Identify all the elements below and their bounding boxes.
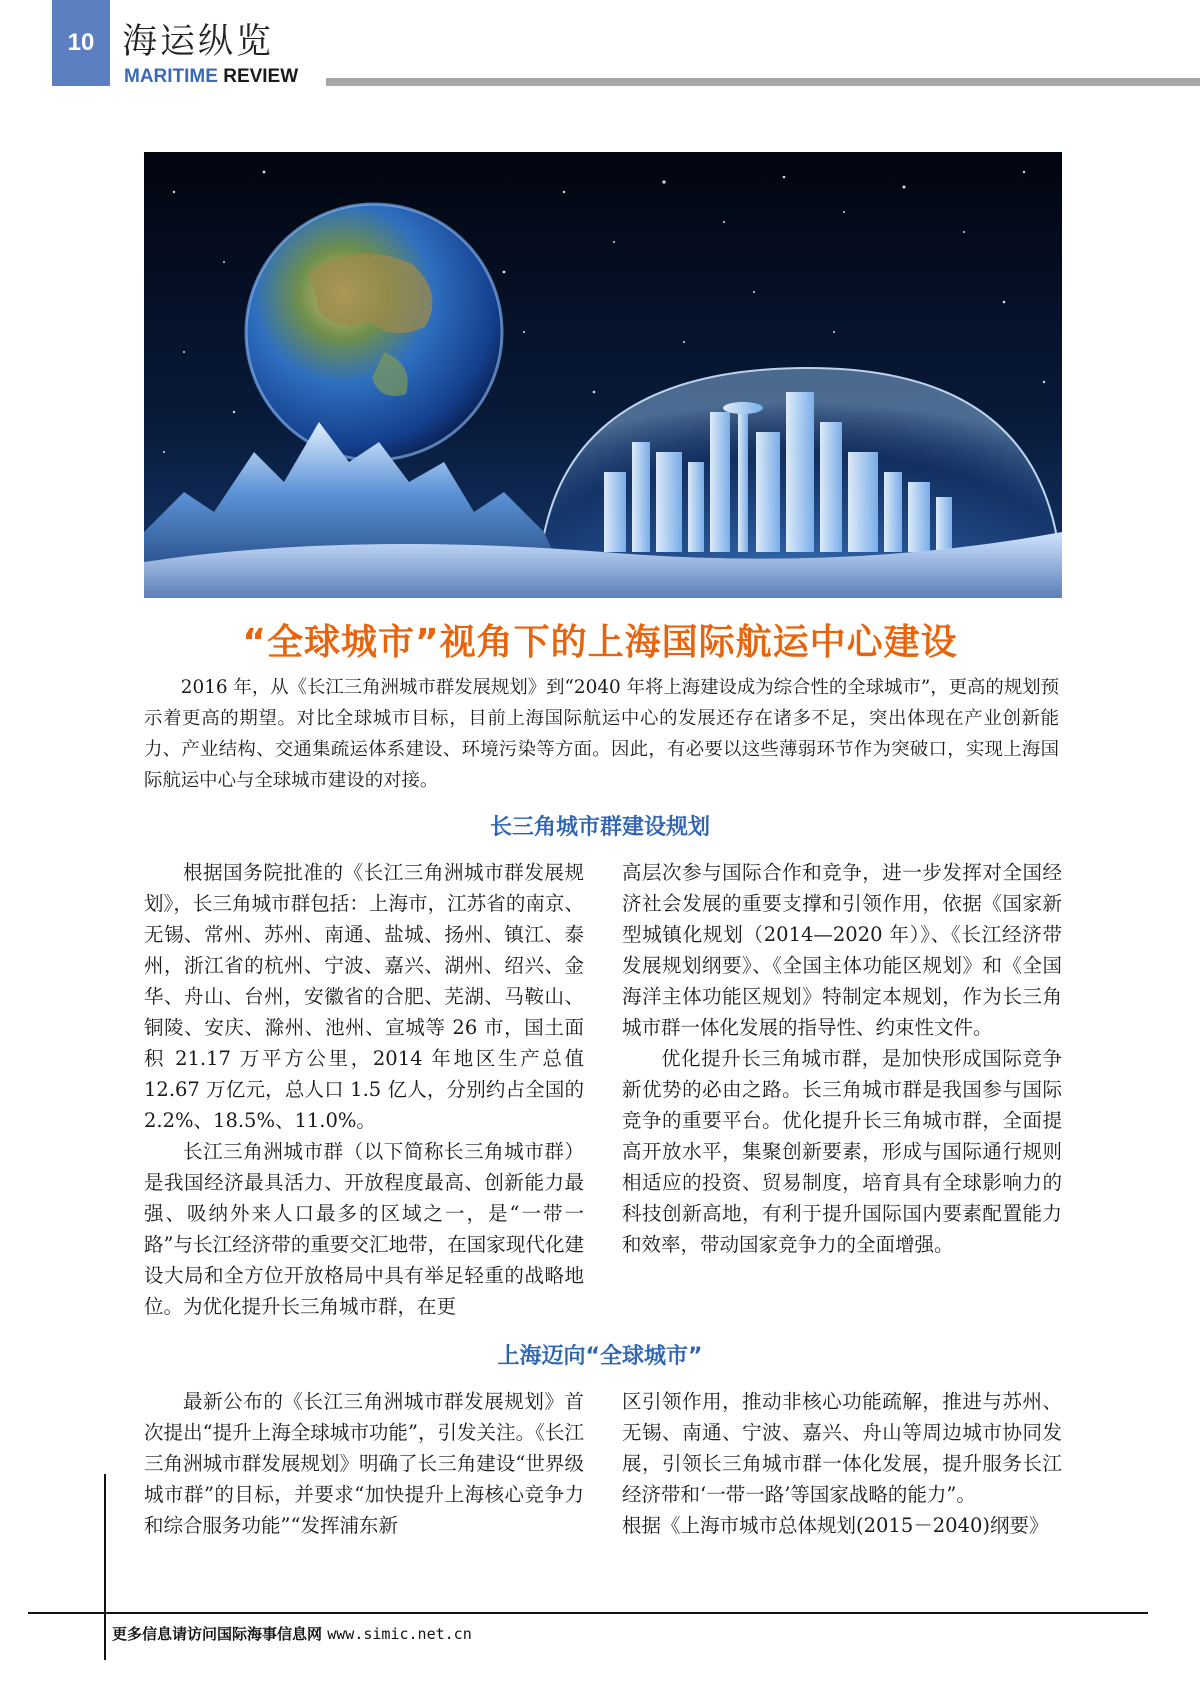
paragraph: 根据《上海市城市总体规划(2015－2040)纲要》 [622, 1514, 1049, 1537]
subtitle-rest: REVIEW [217, 66, 299, 87]
paragraph: 高层次参与国际合作和竞争，进一步发挥对全国经济社会发展的重要支撑和引领作用，依据《国家新型城镇化规划（2014—2020 年）》、《长江经济带发展规划纲要》、《全国主体功能区规划》和《全国海洋主体功能区规划》特制定本规划，作为长三角城市群一体化发展的指导性、约束性文件。 [622, 861, 1062, 1039]
paragraph: 优化提升长三角城市群，是加快形成国际竞争新优势的必由之路。长三角城市群是我国参与国际竞争的重要平台。优化提升长三角城市群，全面提高开放水平，集聚创新要素，形成与国际通行规则相适应的投资、贸易制度，培育具有全球影响力的科技创新高地，有利于提升国际国内要素配置能力和效率，带动国家竞争力的全面增强。 [622, 1047, 1062, 1256]
paragraph: 区引领作用，推动非核心功能疏解，推进与苏州、无锡、南通、宁波、嘉兴、舟山等周边城市协同发展，引领长三角城市群一体化发展，提升服务长江经济带和‘一带一路’等国家战略的能力”。 [622, 1390, 1062, 1506]
magazine-title: 海运纵览 [122, 22, 275, 62]
footer-url[interactable]: www.simic.net.cn [327, 1625, 472, 1643]
page-number: 10 [52, 0, 110, 86]
article-abstract: 2016 年，从《长江三角洲城市群发展规划》到“2040 年将上海建设成为综合性的全球城市”，更高的规划预示着更高的期望。对比全球城市目标，目前上海国际航运中心的发展还存在诸多不足，突出体现在产业创新能力、产业结构、交通集疏运体系建设、环境污染等方面。因此，有必要以这些薄弱环节作为突破口，实现上海国际航运中心与全球城市建设的对接。 [144, 677, 1059, 791]
section-heading-1: 长三角城市群建设规划 [489, 815, 710, 840]
subtitle-accent: MARITIME [124, 66, 218, 87]
paragraph: 长江三角洲城市群（以下简称长三角城市群）是我国经济最具活力、开放程度最高、创新能力最强、吸纳外来人口最多的区域之一，是“一带一路”与长江经济带的重要交汇地带，在国家现代化建设大局和全方位开放格局中具有举足轻重的战略地位。为优化提升长三角城市群，在更 [144, 1140, 584, 1318]
article-title: “全球城市”视角下的上海国际航运中心建设 [242, 622, 958, 663]
footer-label: 更多信息请访问国际海事信息网 [112, 1625, 328, 1643]
section1-right-column [622, 857, 1062, 1260]
paragraph: 根据国务院批准的《长江三角洲城市群发展规划》，长三角城市群包括：上海市，江苏省的南京、无锡、常州、苏州、南通、盐城、扬州、镇江、泰州，浙江省的杭州、宁波、嘉兴、湖州、绍兴、金华、舟山、台州，安徽省的合肥、芜湖、马鞍山、铜陵、安庆、滁州、池州、宣城等 26 市，国土面积 21.17 万平方公里，2014 年地区生产总值 12.67 万亿元，总人口 1.5 亿人，分别约占全国的 2.2%、18.5%、11.0%。 [144, 861, 584, 1132]
section1-left-column [144, 857, 584, 1322]
section2-right-column [622, 1386, 1062, 1541]
hero-illustration [144, 152, 1062, 598]
section2-left-column [144, 1386, 584, 1541]
header-rule [326, 78, 1200, 86]
paragraph: 最新公布的《长江三角洲城市群发展规划》首次提出“提升上海全球城市功能”，引发关注。《长江三角洲城市群发展规划》明确了长三角建设“世界级城市群”的目标，并要求“加快提升上海核心竞争力和综合服务功能”“发挥浦东新 [144, 1390, 584, 1537]
margin-rule [104, 1474, 106, 1660]
footer-rule [28, 1612, 1148, 1614]
magazine-subtitle [124, 66, 298, 88]
section-heading-2: 上海迈向“全球城市” [497, 1344, 703, 1369]
hero-svg [144, 152, 1062, 598]
footer-link[interactable] [112, 1623, 472, 1644]
